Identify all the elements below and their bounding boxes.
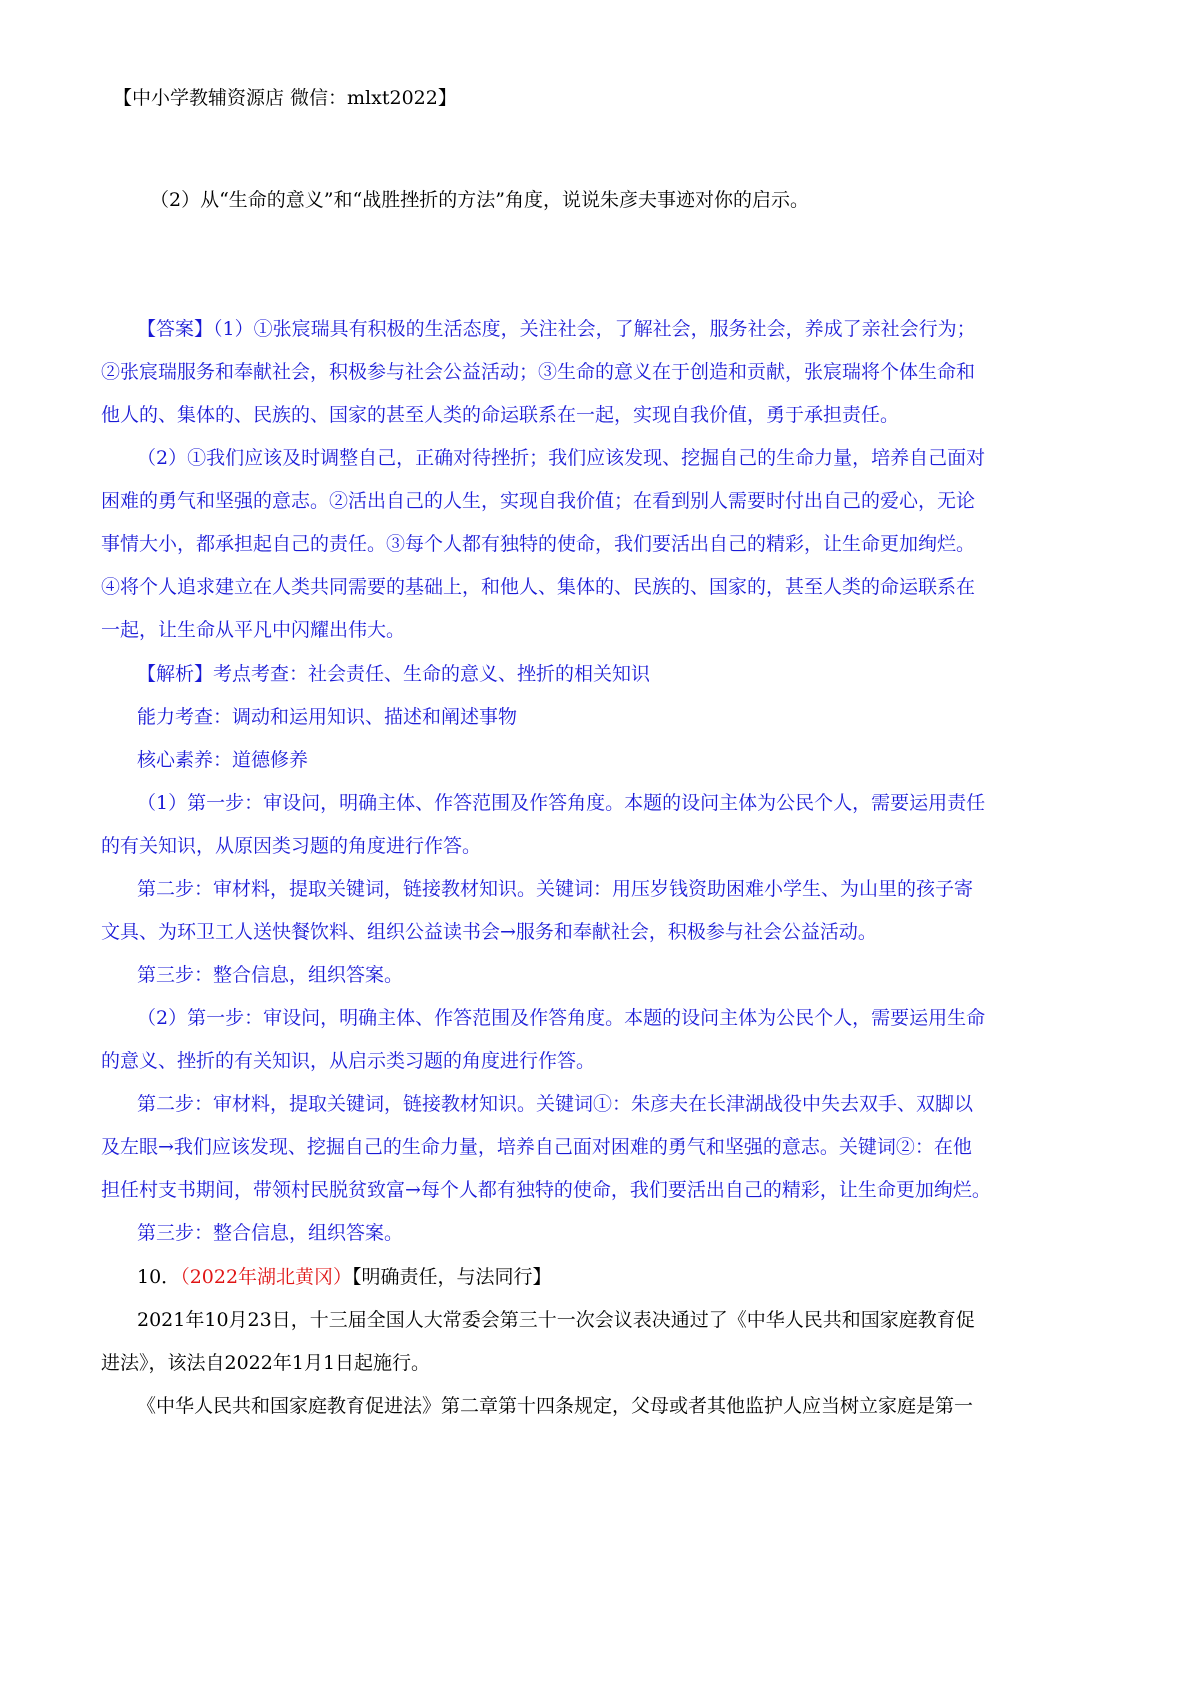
question-number: 10． (137, 1266, 181, 1288)
answer-line: 他人的、集体的、民族的、国家的甚至人类的命运联系在一起，实现自我价值，勇于承担责任。 (101, 404, 900, 426)
analysis-line: 能力考查：调动和运用知识、描述和阐述事物 (137, 706, 518, 728)
page-header: 【中小学教辅资源店 微信：mlxt2022】 (113, 87, 457, 109)
answer-line: 【答案】（1）①张宸瑞具有积极的生活态度，关注社会，了解社会，服务社会，养成了亲社会行为； (137, 318, 976, 340)
analysis-line: 第二步：审材料，提取关键词，链接教材知识。关键词：用压岁钱资助困难小学生、为山里的孩子寄 (137, 878, 974, 900)
analysis-line: 的意义、挫折的有关知识，从启示类习题的角度进行作答。 (101, 1050, 596, 1072)
question-topic: 【明确责任，与法同行】 (352, 1266, 552, 1288)
analysis-line: 担任村支书期间，带领村民脱贫致富→每个人都有独特的使命，我们要活出自己的精彩，让生命更加绚烂。 (101, 1179, 991, 1201)
answer-line: 困难的勇气和坚强的意志。②活出自己的人生，实现自我价值；在看到别人需要时付出自己的爱心，无论 (101, 490, 976, 512)
answer-line: 事情大小，都承担起自己的责任。③每个人都有独特的使命，我们要活出自己的精彩，让生命更加绚烂。 (101, 533, 976, 555)
answer-line: ②张宸瑞服务和奉献社会，积极参与社会公益活动；③生命的意义在于创造和贡献，张宸瑞将个体生命和 (101, 361, 976, 383)
material-line: 进法》，该法自2022年1月1日起施行。 (101, 1352, 431, 1374)
material-line: 《中华人民共和国家庭教育促进法》第二章第十四条规定，父母或者其他监护人应当树立家庭是第一 (137, 1395, 974, 1417)
analysis-line: 第二步：审材料，提取关键词，链接教材知识。关键词①：朱彦夫在长津湖战役中失去双手、双脚以 (137, 1093, 974, 1115)
analysis-line: 文具、为环卫工人送快餐饮料、组织公益读书会→服务和奉献社会，积极参与社会公益活动。 (101, 921, 877, 943)
analysis-line: 核心素养：道德修养 (137, 749, 309, 771)
answer-line: （2）①我们应该及时调整自己，正确对待挫折；我们应该发现、挖掘自己的生命力量，培养自己面对 (137, 447, 986, 469)
material-line: 2021年10月23日，十三届全国人大常委会第三十一次会议表决通过了《中华人民共和国家庭教育促 (137, 1309, 975, 1331)
analysis-line: （2）第一步：审设问，明确主体、作答范围及作答角度。本题的设问主体为公民个人，需要运用生命 (137, 1007, 986, 1029)
answer-line: 一起，让生命从平凡中闪耀出伟大。 (101, 619, 406, 641)
question-10-heading (0, 1263, 1200, 1291)
question-2: （2）从“生命的意义”和“战胜挫折的方法”角度，说说朱彦夫事迹对你的启示。 (150, 189, 809, 211)
analysis-line: 及左眼→我们应该发现、挖掘自己的生命力量，培养自己面对困难的勇气和坚强的意志。关键词②：在他 (101, 1136, 972, 1158)
analysis-heading: 【解析】考点考查：社会责任、生命的意义、挫折的相关知识 (137, 663, 651, 685)
analysis-line: 第三步：整合信息，组织答案。 (137, 964, 404, 986)
question-source: （2022年湖北黄冈） (180, 1266, 353, 1288)
analysis-line: （1）第一步：审设问，明确主体、作答范围及作答角度。本题的设问主体为公民个人，需要运用责任 (137, 792, 986, 814)
analysis-line: 第三步：整合信息，组织答案。 (137, 1222, 404, 1244)
analysis-line: 的有关知识，从原因类习题的角度进行作答。 (101, 835, 482, 857)
answer-line: ④将个人追求建立在人类共同需要的基础上，和他人、集体的、民族的、国家的，甚至人类的命运联系在 (101, 576, 976, 598)
